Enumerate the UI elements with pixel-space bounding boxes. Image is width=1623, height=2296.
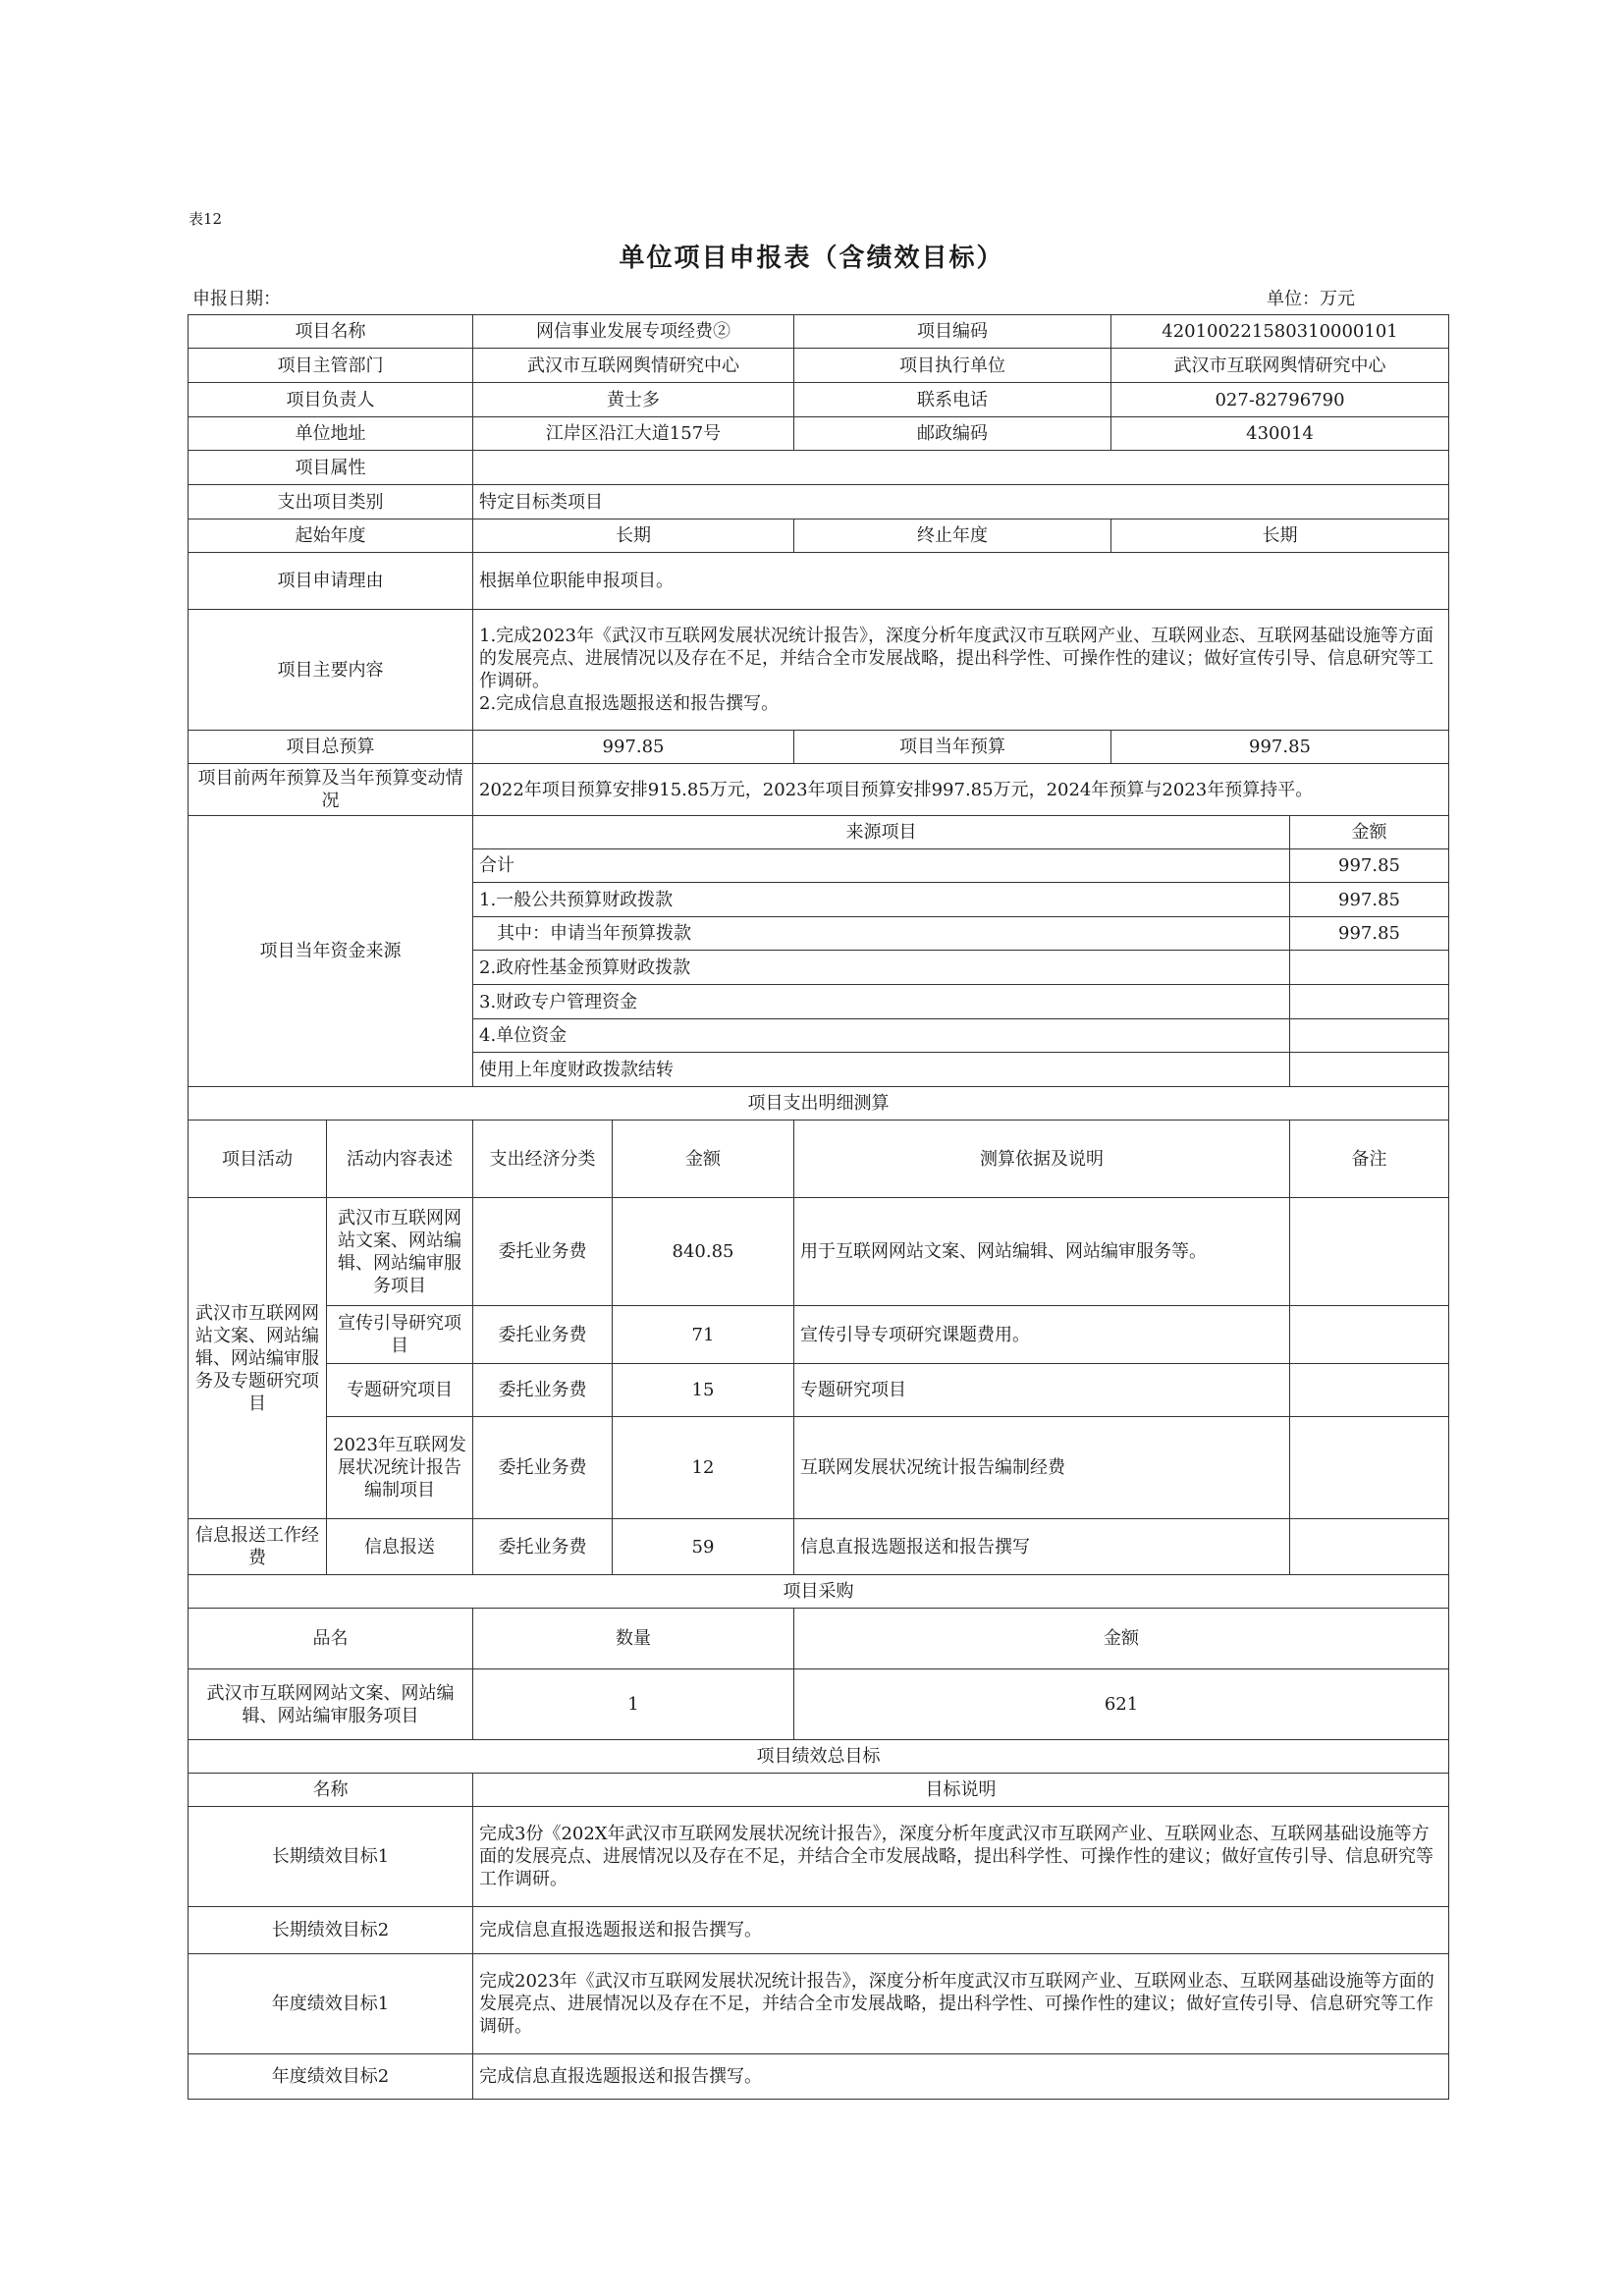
expense-col-content: 活动内容表述 [327,1121,473,1198]
funding-source: 4.单位资金 [473,1019,1290,1053]
procurement-qty: 1 [473,1669,794,1740]
value-start-year: 长期 [473,519,794,553]
label-end-year: 终止年度 [794,519,1111,553]
label-budget-change: 项目前两年预算及当年预算变动情况 [189,764,473,816]
expense-note [1290,1417,1449,1519]
row-expense-type [189,485,1449,519]
label-expense-type: 支出项目类别 [189,485,473,519]
expense-col-category: 支出经济分类 [473,1121,613,1198]
funding-source: 3.财政专户管理资金 [473,985,1290,1019]
expense-amount: 12 [613,1417,794,1519]
goals-section-title: 项目绩效总目标 [189,1740,1449,1774]
expense-basis: 用于互联网网站文案、网站编辑、网站编审服务等。 [794,1198,1290,1306]
project-declaration-table [188,314,1449,2100]
declaration-date-label: 申报日期： [192,289,281,309]
funding-amount [1290,951,1449,985]
funding-source: 1.一般公共预算财政拨款 [473,883,1290,917]
procurement-section-title: 项目采购 [189,1575,1449,1609]
expense-amount: 15 [613,1364,794,1417]
label-attribute: 项目属性 [189,451,473,485]
label-year-budget: 项目当年预算 [794,731,1111,764]
label-zip: 邮政编码 [794,417,1111,451]
expense-content: 武汉市互联网网站文案、网站编辑、网站编审服务项目 [327,1198,473,1306]
goal-desc: 完成信息直报选题报送和报告撰写。 [473,2054,1449,2100]
value-main-content [473,610,1449,731]
procurement-amount: 621 [794,1669,1449,1740]
expense-basis: 互联网发展状况统计报告编制经费 [794,1417,1290,1519]
funding-amount: 997.85 [1290,849,1449,883]
funding-amount [1290,1053,1449,1087]
row-address [189,417,1449,451]
expense-note [1290,1306,1449,1364]
label-phone: 联系电话 [794,383,1111,417]
value-year-budget: 997.85 [1111,731,1449,764]
goal-row [189,1807,1449,1907]
procurement-col-item: 品名 [189,1609,473,1669]
label-executing-unit: 项目执行单位 [794,349,1111,383]
expense-category: 委托业务费 [473,1198,613,1306]
expense-note [1290,1519,1449,1575]
expense-amount: 71 [613,1306,794,1364]
row-owner [189,383,1449,417]
funding-amount [1290,985,1449,1019]
funding-amount: 997.85 [1290,883,1449,917]
expense-header-row [189,1121,1449,1198]
expense-activity: 信息报送工作经费 [189,1519,327,1575]
value-budget-change: 2022年项目预算安排915.85万元，2023年项目预算安排997.85万元，2024年预算与2023年预算持平。 [473,764,1449,816]
value-project-code: 420100221580310000101 [1111,315,1449,349]
funding-amount [1290,1019,1449,1053]
row-attribute [189,451,1449,485]
expense-category: 委托业务费 [473,1417,613,1519]
procurement-col-qty: 数量 [473,1609,794,1669]
goals-col-desc: 目标说明 [473,1774,1449,1807]
label-main-content: 项目主要内容 [189,610,473,731]
value-project-name: 网信事业发展专项经费② [473,315,794,349]
value-total-budget: 997.85 [473,731,794,764]
expense-row [189,1306,1449,1364]
label-department: 项目主管部门 [189,349,473,383]
procurement-item: 武汉市互联网网站文案、网站编辑、网站编审服务项目 [189,1669,473,1740]
expense-col-amount: 金额 [613,1121,794,1198]
goal-row [189,1954,1449,2054]
goal-name: 年度绩效目标1 [189,1954,473,2054]
expense-content: 2023年互联网发展状况统计报告编制项目 [327,1417,473,1519]
expense-category: 委托业务费 [473,1519,613,1575]
page-title: 单位项目申报表（含绩效目标） [619,244,1004,273]
goal-row [189,2054,1449,2100]
funding-source: 合计 [473,849,1290,883]
expense-row [189,1198,1449,1306]
label-funding-source: 项目当年资金来源 [189,816,473,1087]
expense-note [1290,1364,1449,1417]
goal-name: 长期绩效目标2 [189,1907,473,1954]
expense-amount: 59 [613,1519,794,1575]
currency-unit-label: 单位：万元 [1267,289,1355,309]
goal-name: 年度绩效目标2 [189,2054,473,2100]
goals-header-row [189,1774,1449,1807]
label-start-year: 起始年度 [189,519,473,553]
expense-amount: 840.85 [613,1198,794,1306]
label-project-name: 项目名称 [189,315,473,349]
expense-content: 宣传引导研究项目 [327,1306,473,1364]
row-years [189,519,1449,553]
row-main-content [189,610,1449,731]
procurement-col-amount: 金额 [794,1609,1449,1669]
expense-content: 专题研究项目 [327,1364,473,1417]
table-number: 表12 [189,210,223,228]
label-total-budget: 项目总预算 [189,731,473,764]
goal-desc: 完成2023年《武汉市互联网发展状况统计报告》，深度分析年度武汉市互联网产业、互联网业态、互联网基础设施等方面的发展亮点、进展情况以及存在不足，并结合全市发展战略，提出科学性、可操作性的建议；做好宣传引导、信息研究等工作调研。 [473,1954,1449,2054]
row-reason [189,553,1449,610]
value-department: 武汉市互联网舆情研究中心 [473,349,794,383]
value-zip: 430014 [1111,417,1449,451]
expense-content: 信息报送 [327,1519,473,1575]
value-owner: 黄士多 [473,383,794,417]
goal-row [189,1907,1449,1954]
label-address: 单位地址 [189,417,473,451]
value-expense-type: 特定目标类项目 [473,485,1449,519]
expense-basis: 信息直报选题报送和报告撰写 [794,1519,1290,1575]
value-address: 江岸区沿江大道157号 [473,417,794,451]
value-reason: 根据单位职能申报项目。 [473,553,1449,610]
expense-category: 委托业务费 [473,1364,613,1417]
row-department [189,349,1449,383]
goals-col-name: 名称 [189,1774,473,1807]
goal-name: 长期绩效目标1 [189,1807,473,1907]
goals-section-row [189,1740,1449,1774]
funding-source: 2.政府性基金预算财政拨款 [473,951,1290,985]
expense-col-note: 备注 [1290,1121,1449,1198]
value-attribute [473,451,1449,485]
goal-desc: 完成3份《202X年武汉市互联网发展状况统计报告》，深度分析年度武汉市互联网产业、互联网业态、互联网基础设施等方面的发展亮点、进展情况以及存在不足，并结合全市发展战略，提出科学性、可操作性的建议；做好宣传引导、信息研究等工作调研。 [473,1807,1449,1907]
label-reason: 项目申请理由 [189,553,473,610]
expense-section-row [189,1087,1449,1121]
row-project-name [189,315,1449,349]
goal-desc: 完成信息直报选题报送和报告撰写。 [473,1907,1449,1954]
label-owner: 项目负责人 [189,383,473,417]
funding-header-row [189,816,1449,849]
procurement-row [189,1669,1449,1740]
value-phone: 027-82796790 [1111,383,1449,417]
row-budget [189,731,1449,764]
expense-section-title: 项目支出明细测算 [189,1087,1449,1121]
expense-col-basis: 测算依据及说明 [794,1121,1290,1198]
value-executing-unit: 武汉市互联网舆情研究中心 [1111,349,1449,383]
label-project-code: 项目编码 [794,315,1111,349]
row-budget-change [189,764,1449,816]
expense-col-activity: 项目活动 [189,1121,327,1198]
funding-source: 其中：申请当年预算拨款 [473,917,1290,951]
expense-basis: 专题研究项目 [794,1364,1290,1417]
expense-row [189,1519,1449,1575]
main-content-text: 1.完成2023年《武汉市互联网发展状况统计报告》，深度分析年度武汉市互联网产业、互联网业态、互联网基础设施等方面的发展亮点、进展情况以及存在不足，并结合全市发展战略，提出科学性、可操作性的建议；做好宣传引导、信息研究等工作调研。 2.完成信息直报选题报送和报告撰写。 [479,626,1434,714]
expense-activity: 武汉市互联网网站文案、网站编辑、网站编审服务及专题研究项目 [189,1198,327,1519]
expense-row [189,1364,1449,1417]
expense-note [1290,1198,1449,1306]
expense-row [189,1417,1449,1519]
funding-amount: 997.85 [1290,917,1449,951]
funding-col-source: 来源项目 [473,816,1290,849]
expense-category: 委托业务费 [473,1306,613,1364]
procurement-section-row [189,1575,1449,1609]
funding-source: 使用上年度财政拨款结转 [473,1053,1290,1087]
expense-basis: 宣传引导专项研究课题费用。 [794,1306,1290,1364]
funding-col-amount: 金额 [1290,816,1449,849]
procurement-header-row [189,1609,1449,1669]
value-end-year: 长期 [1111,519,1449,553]
